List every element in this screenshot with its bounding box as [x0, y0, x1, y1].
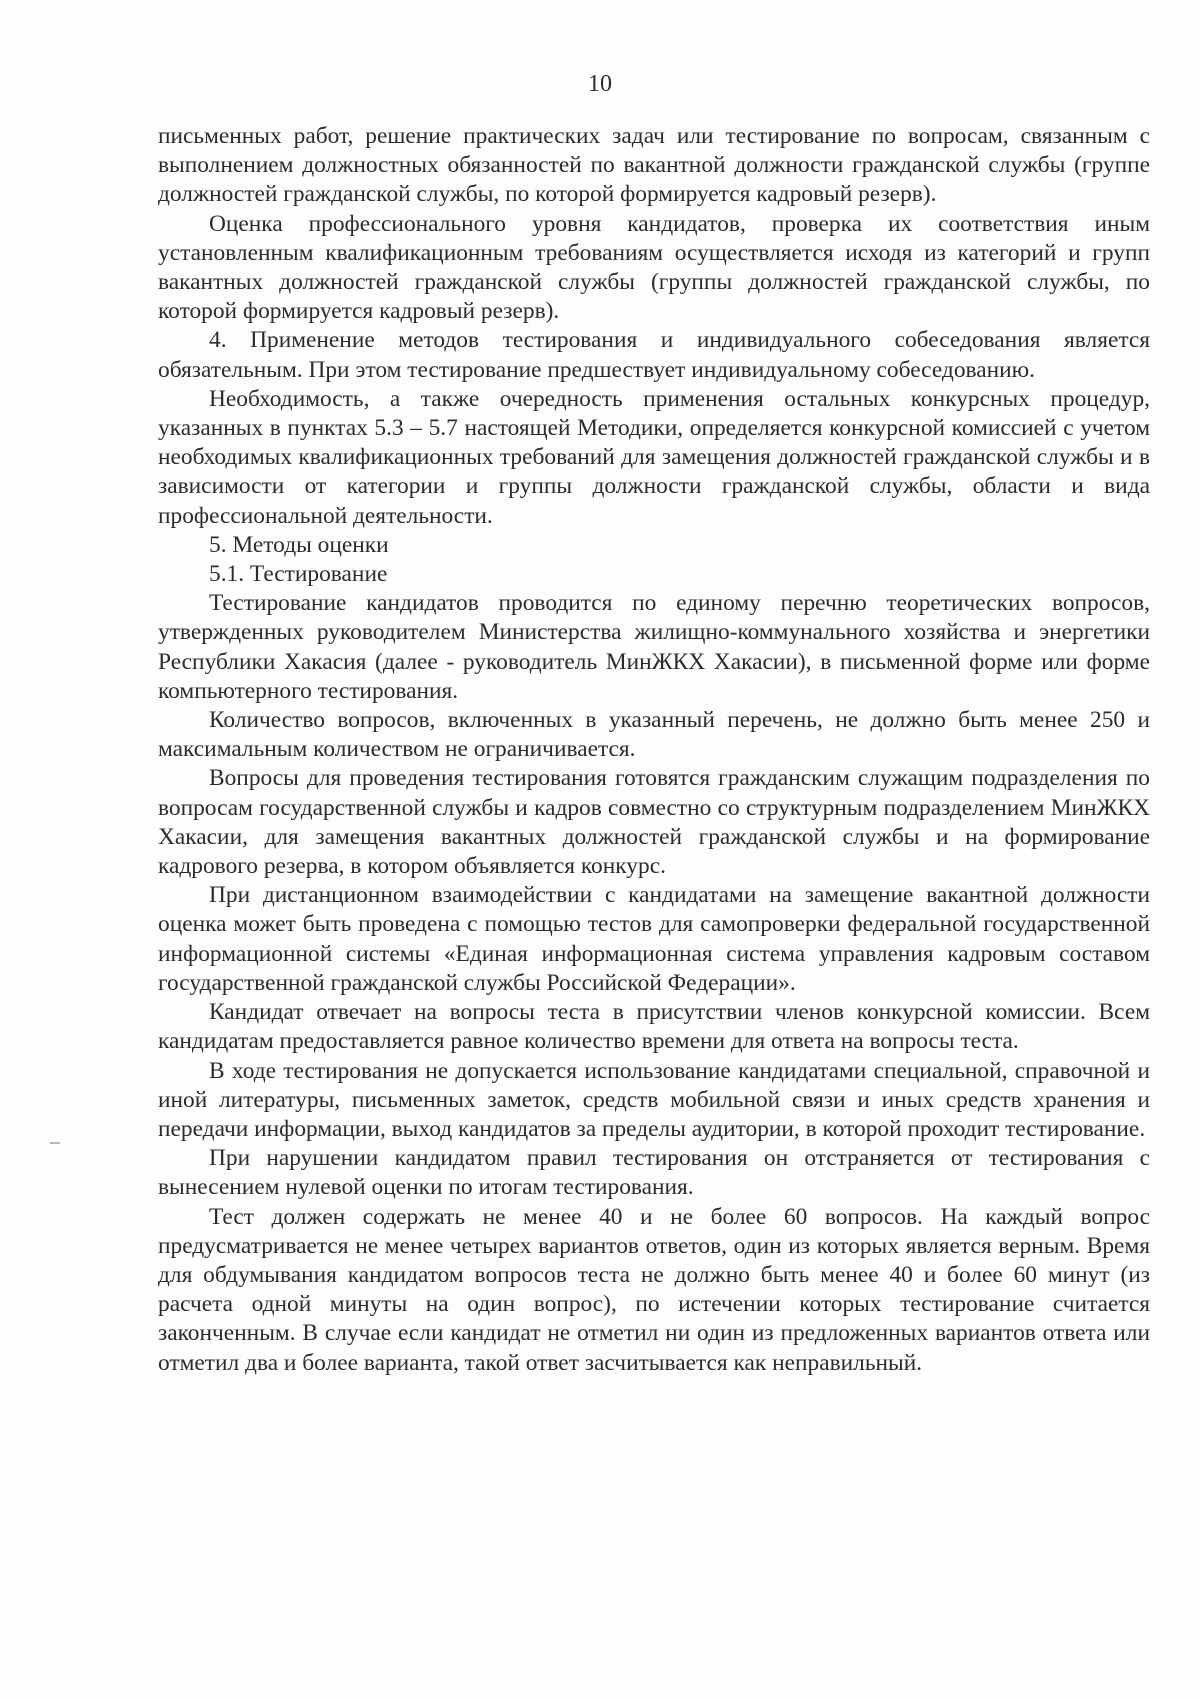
- paragraph-test-content: Тест должен содержать не менее 40 и не более 60 вопросов. На каждый вопрос предусматривается не менее четырех вариантов ответов, один из которых является верным. Время для обдумывания кандидатом вопросов теста не должно быть менее 40 и более 60 минут (из расчета одной минуты на один вопрос), по истечении которых тестирование считается законченным. В случае если кандидат не отметил ни один из предложенных вариантов ответа или отметил два и более варианта, такой ответ засчитывается как неправильный.: [158, 1203, 1150, 1376]
- document-body: [158, 122, 1150, 1378]
- paragraph-continuation: письменных работ, решение практических задач или тестирование по вопросам, связанным с выполнением должностных обязанностей по вакантной должности гражданской службы (группе должностей гражданской службы, по которой формируется кадровый резерв).: [158, 123, 1150, 208]
- paragraph-procedure-order: Необходимость, а также очередность применения остальных конкурсных процедур, указанных в пунктах 5.3 – 5.7 настоящей Методики, определяется конкурсной комиссией с учетом необходимых квалификационных требований для замещения должностей гражданской службы и в зависимости от категории и группы должности гражданской службы, области и вида профессиональной деятельности.: [158, 385, 1150, 529]
- paragraph-professional-level: Оценка профессионального уровня кандидатов, проверка их соответствия иным установленным квалификационным требованиям осуществляется исходя из категорий и групп вакантных должностей гражданской службы (группы должностей гражданской службы, по которой формируется кадровый резерв).: [158, 210, 1150, 325]
- paragraph-testing-list: Тестирование кандидатов проводится по единому перечню теоретических вопросов, утвержденных руководителем Министерства жилищно-коммунального хозяйства и энергетики Республики Хакасия (далее - руководитель МинЖКХ Хакасии), в письменной форме или форме компьютерного тестирования.: [158, 590, 1150, 704]
- paragraph-restrictions: В ходе тестирования не допускается использование кандидатами специальной, справочной и иной литературы, письменных заметок, средств мобильной связи и иных средств хранения и передачи информации, выход кандидатов за пределы аудитории, в которой проходит тестирование.: [158, 1057, 1150, 1142]
- section-heading-testing: 5.1. Тестирование: [209, 561, 388, 588]
- paragraph-violation: При нарушении кандидатом правил тестирования он отстраняется от тестирования с вынесением нулевой оценки по итогам тестирования.: [158, 1145, 1150, 1201]
- paragraph-question-preparation: Вопросы для проведения тестирования готовятся гражданским служащим подразделения по вопросам государственной службы и кадров совместно со структурным подразделением МинЖКХ Хакасии, для замещения вакантных должностей гражданской службы и на формирование кадрового резерва, в котором объявляется конкурс.: [158, 765, 1150, 880]
- section-heading-methods: 5. Методы оценки: [209, 531, 389, 558]
- paragraph-remote-testing: При дистанционном взаимодействии с кандидатами на замещение вакантной должности оценка может быть проведена с помощью тестов для самопроверки федеральной государственной информационной системы «Единая информационная система управления кадровым составом государственной гражданской службы Российской Федерации».: [158, 882, 1150, 996]
- paragraph-item-4: 4. Применение методов тестирования и индивидуального собеседования является обязательным. При этом тестирование предшествует индивидуальному собеседованию.: [158, 327, 1150, 383]
- scan-margin-mark: [50, 1142, 60, 1144]
- page-number: 10: [588, 71, 612, 97]
- paragraph-presence: Кандидат отвечает на вопросы теста в присутствии членов конкурсной комиссии. Всем кандидатам предоставляется равное количество времени для ответа на вопросы теста.: [158, 999, 1150, 1055]
- paragraph-question-count: Количество вопросов, включенных в указанный перечень, не должно быть менее 250 и максимальным количеством не ограничивается.: [158, 707, 1150, 763]
